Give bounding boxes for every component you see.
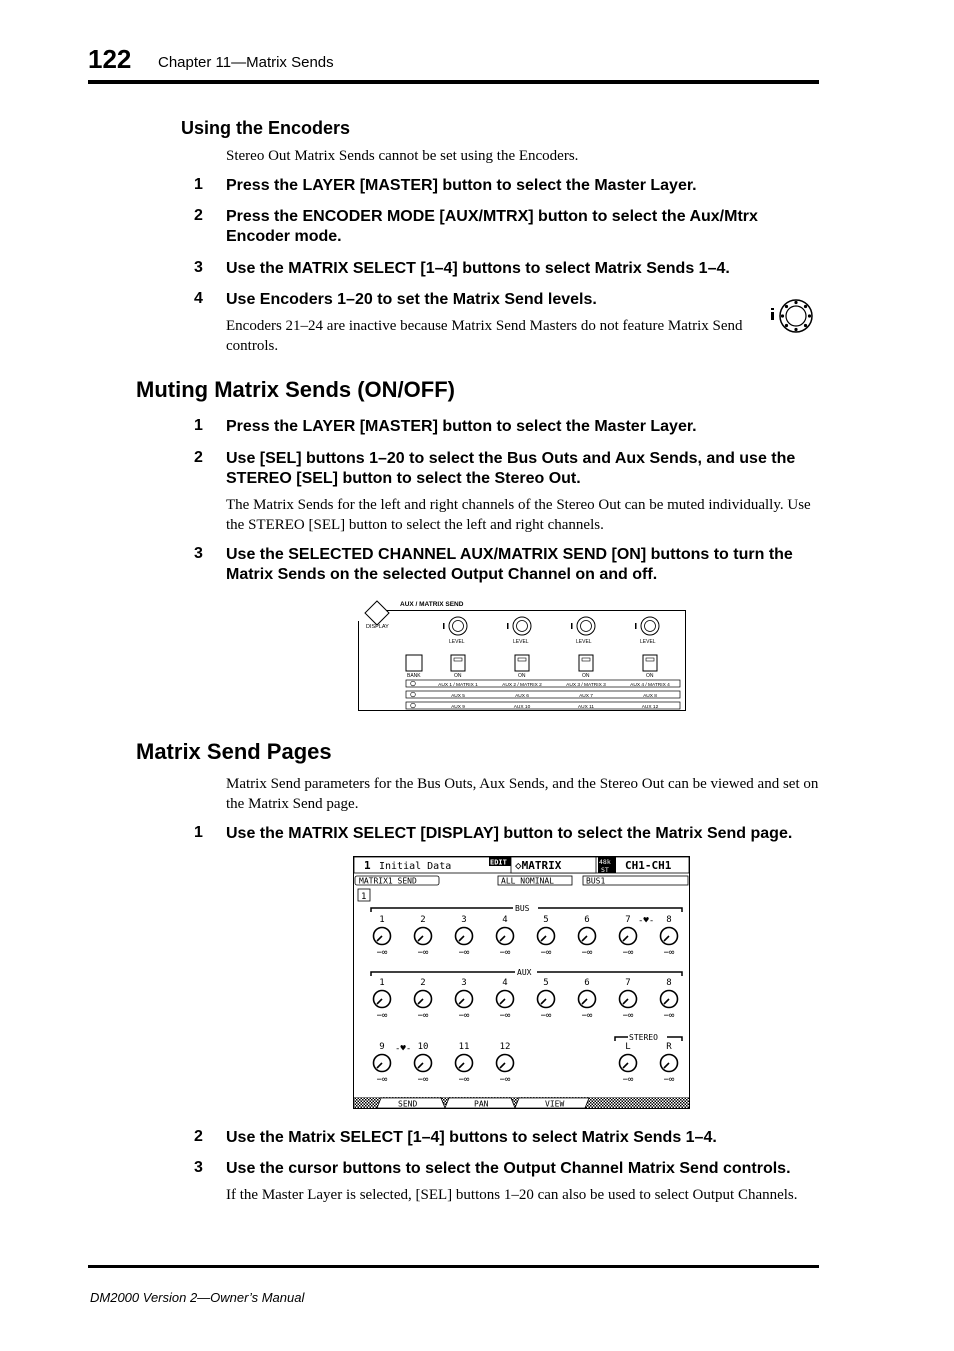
bank-row-label: AUX 10 <box>513 705 531 710</box>
bank-row-label: AUX 7 <box>579 694 593 699</box>
send-level-value: −∞ <box>663 948 675 958</box>
edit-indicator: EDIT <box>490 858 507 867</box>
tab-send-label: SEND <box>398 1099 418 1109</box>
bank-row-label: AUX 3 / MATRIX 3 <box>566 683 606 688</box>
matrix-number: 1 <box>361 892 367 902</box>
channel-indicator: CH1-CH1 <box>625 859 672 872</box>
matrix-send-lcd-screen <box>353 856 690 1109</box>
step-text: Use the Matrix SELECT [1–4] buttons to select Matrix Sends 1–4. <box>226 1129 717 1146</box>
send-level-value: −∞ <box>663 1011 675 1021</box>
send-level-value: −∞ <box>622 1011 634 1021</box>
on-button[interactable] <box>643 655 657 671</box>
channel-label: 2 <box>420 978 426 988</box>
on-label: ON <box>582 673 590 679</box>
on-label: ON <box>646 673 654 679</box>
pair-link-icon: -♥- <box>395 1044 412 1054</box>
scene-name: Initial Data <box>379 861 452 872</box>
channel-label: 5 <box>543 915 549 925</box>
send-level-value: −∞ <box>540 948 552 958</box>
footer-rule <box>88 1265 819 1268</box>
channel-label: 3 <box>461 978 467 988</box>
on-label: ON <box>454 673 462 679</box>
encoders-note: Encoders 21–24 are inactive because Matrix Send Masters do not feature Matrix Send controls. <box>226 318 743 354</box>
pair-link-icon: -♥- <box>638 916 655 926</box>
send-level-value: −∞ <box>499 1011 511 1021</box>
send-level-value: −∞ <box>622 1075 634 1085</box>
step-number: 2 <box>194 207 203 224</box>
channel-label: 2 <box>420 915 426 925</box>
channel-label: R <box>666 1042 672 1052</box>
bus-field-value: BUS1 <box>586 876 606 886</box>
sample-rate: 48k <box>599 858 611 866</box>
channel-label: 3 <box>461 915 467 925</box>
step-number: 1 <box>194 176 203 193</box>
display-label: DISPLAY <box>366 624 389 630</box>
header-rule <box>88 80 819 84</box>
level-label: LEVEL <box>576 639 592 645</box>
channel-label: 4 <box>502 915 508 925</box>
bank-row-label: AUX 6 <box>515 694 529 699</box>
send-level-value: −∞ <box>458 1075 470 1085</box>
send-level-value: −∞ <box>622 948 634 958</box>
rate-mode: ST <box>601 866 609 874</box>
send-level-value: −∞ <box>417 1011 429 1021</box>
channel-label: L <box>625 1042 631 1052</box>
step-number: 2 <box>194 1128 203 1145</box>
send-level-value: −∞ <box>663 1075 675 1085</box>
page-number: 122 <box>88 44 132 74</box>
tab-view-label: VIEW <box>545 1099 565 1109</box>
stereo-group-label: STEREO <box>629 1033 658 1042</box>
bank-row-label: AUX 2 / MATRIX 2 <box>502 683 542 688</box>
step-text: Use Encoders 1–20 to set the Matrix Send levels. <box>226 291 597 308</box>
send-level-value: −∞ <box>417 948 429 958</box>
channel-label: 6 <box>584 915 590 925</box>
step-number: 3 <box>194 259 203 276</box>
page-name: ◇MATRIX <box>515 859 562 872</box>
step-number: 3 <box>194 1159 203 1176</box>
muting-note: The Matrix Sends for the left and right channels of the Stereo Out can be muted individually. Use the STEREO [SEL] button to select the left and right channels. <box>226 497 811 533</box>
pages-note: If the Master Layer is selected, [SEL] buttons 1–20 can also be used to select Output Channels. <box>226 1187 798 1203</box>
step-number: 2 <box>194 449 203 466</box>
channel-label: 9 <box>379 1042 385 1052</box>
step-text: Use the MATRIX SELECT [1–4] buttons to select Matrix Sends 1–4. <box>226 260 730 277</box>
send-level-value: −∞ <box>376 1075 388 1085</box>
send-level-value: −∞ <box>376 948 388 958</box>
level-label: LEVEL <box>513 639 529 645</box>
pages-intro: Matrix Send parameters for the Bus Outs, Aux Sends, and the Stereo Out can be viewed and set on the Matrix Send page. <box>226 776 819 812</box>
bank-row-label: AUX 5 <box>451 694 465 699</box>
step-text: Use the SELECTED CHANNEL AUX/MATRIX SEND [ON] buttons to turn the Matrix Sends on the selected Output Channel on and off. <box>226 546 793 583</box>
send-level-value: −∞ <box>540 1011 552 1021</box>
section-heading-encoders: Using the Encoders <box>181 118 351 138</box>
section-heading-pages: Matrix Send Pages <box>136 739 332 764</box>
level-label: LEVEL <box>640 639 656 645</box>
step-text: Use [SEL] buttons 1–20 to select the Bus Outs and Aux Sends, and use the STEREO [SEL] button to select the Stereo Out. <box>226 450 796 487</box>
channel-label: 8 <box>666 915 672 925</box>
bank-row-label: AUX 9 <box>451 705 465 710</box>
send-level-value: −∞ <box>499 1075 511 1085</box>
on-button[interactable] <box>451 655 465 671</box>
send-level-value: −∞ <box>458 1011 470 1021</box>
channel-label: 4 <box>502 978 508 988</box>
send-level-value: −∞ <box>458 948 470 958</box>
on-label: ON <box>518 673 526 679</box>
matrix-send-tab-label: MATRIX1 SEND <box>359 876 417 886</box>
step-text: Use the MATRIX SELECT [DISPLAY] button to select the Matrix Send page. <box>226 825 793 842</box>
bank-button[interactable] <box>406 655 422 671</box>
step-text: Use the cursor buttons to select the Output Channel Matrix Send controls. <box>226 1160 791 1177</box>
channel-label: 11 <box>458 1042 470 1052</box>
chapter-title: Chapter 11—Matrix Sends <box>158 54 334 71</box>
step-number: 1 <box>194 824 203 841</box>
step-number: 3 <box>194 545 203 562</box>
channel-label: 8 <box>666 978 672 988</box>
step-number: 4 <box>194 290 203 307</box>
tab-pan-label: PAN <box>474 1099 489 1109</box>
channel-label: 5 <box>543 978 549 988</box>
channel-label: 10 <box>417 1042 429 1052</box>
send-level-value: −∞ <box>376 1011 388 1021</box>
bank-row-label: AUX 4 / MATRIX 4 <box>630 683 670 688</box>
encoder-knob-icon <box>768 298 816 334</box>
aux-matrix-send-panel-figure <box>358 598 686 711</box>
scene-number: 1 <box>364 859 371 872</box>
step-number: 1 <box>194 417 203 434</box>
step-text: Press the LAYER [MASTER] button to select the Master Layer. <box>226 418 697 435</box>
channel-label: 12 <box>499 1042 511 1052</box>
bank-row-label: AUX 11 <box>577 705 595 710</box>
send-level-value: −∞ <box>499 948 511 958</box>
bank-label: BANK <box>407 673 421 679</box>
bank-row-label: AUX 1 / MATRIX 1 <box>438 683 478 688</box>
footer-text: DM2000 Version 2—Owner’s Manual <box>90 1290 305 1305</box>
step-text: Press the ENCODER MODE [AUX/MTRX] button to select the Aux/Mtrx Encoder mode. <box>226 208 758 245</box>
channel-label: 1 <box>379 978 385 988</box>
send-level-value: −∞ <box>417 1075 429 1085</box>
send-level-value: −∞ <box>581 948 593 958</box>
panel-title: AUX / MATRIX SEND <box>400 601 464 608</box>
aux-group-label: AUX <box>517 968 532 977</box>
all-nominal-label: ALL NOMINAL <box>501 876 554 886</box>
on-button[interactable] <box>515 655 529 671</box>
level-label: LEVEL <box>449 639 465 645</box>
on-button[interactable] <box>579 655 593 671</box>
bank-row-label: AUX 8 <box>643 694 657 699</box>
section-heading-muting: Muting Matrix Sends (ON/OFF) <box>136 377 455 402</box>
bus-group-label: BUS <box>515 904 530 913</box>
send-level-value: −∞ <box>581 1011 593 1021</box>
bank-row-label: AUX 12 <box>641 705 659 710</box>
step-text: Press the LAYER [MASTER] button to select the Master Layer. <box>226 177 697 194</box>
channel-label: 6 <box>584 978 590 988</box>
channel-label: 1 <box>379 915 385 925</box>
channel-label: 7 <box>625 915 631 925</box>
encoders-intro: Stereo Out Matrix Sends cannot be set using the Encoders. <box>226 148 579 164</box>
channel-label: 7 <box>625 978 631 988</box>
